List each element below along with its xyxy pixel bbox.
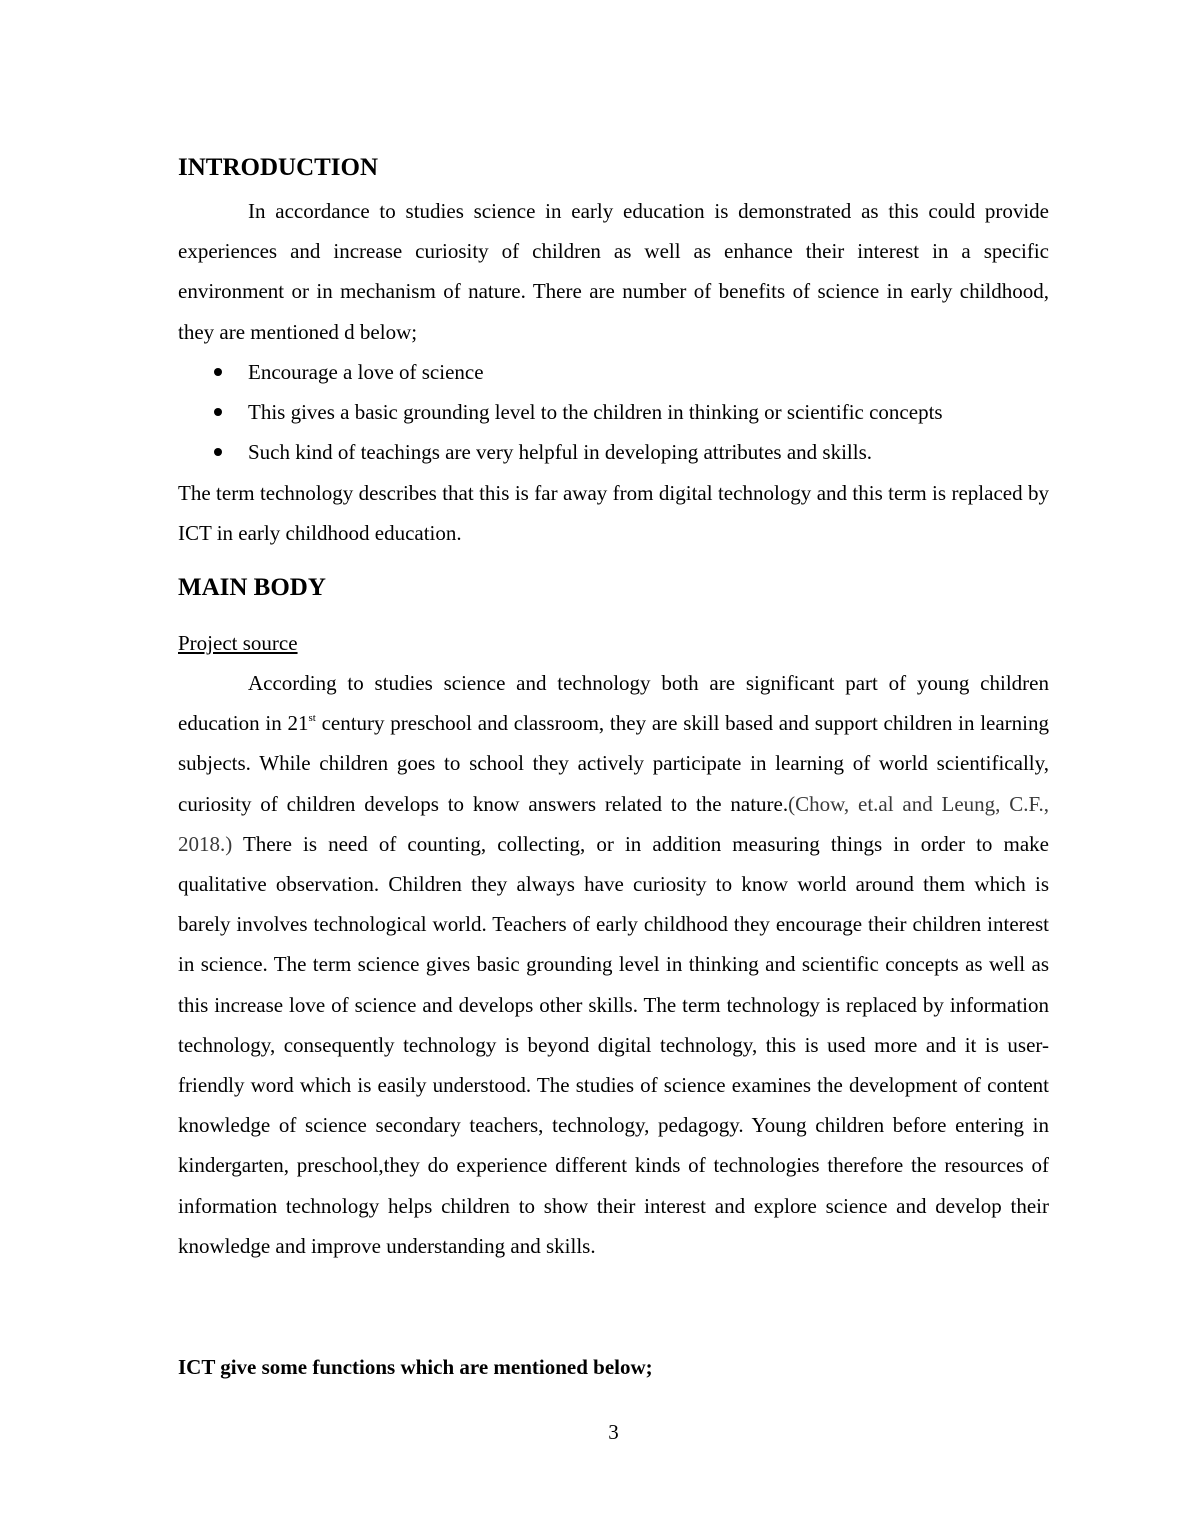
main-body-heading: MAIN BODY (178, 574, 326, 601)
benefits-list (178, 352, 1049, 473)
project-source-subheading: Project source (178, 631, 298, 655)
list-item-text: Encourage a love of science (248, 360, 484, 384)
ict-functions-heading: ICT give some functions which are mentioned below; (178, 1355, 653, 1379)
list-item (178, 352, 1049, 392)
list-item (178, 392, 1049, 432)
document-page (178, 0, 1049, 1540)
citation: (Chow, et.al and Leung, C.F., 2018.) (178, 791, 1049, 856)
bullet-icon (214, 448, 222, 456)
paragraph-text-part: century preschool and classroom, they are skill based and support children in learning subjects. While children goes to school they actively participate in learning of world scientifically, curiosity of children develops to know answers related to the nature. (178, 711, 1050, 816)
introduction-heading: INTRODUCTION (178, 154, 379, 181)
bullet-icon (214, 408, 222, 416)
list-item-text: This gives a basic grounding level to the children in thinking or scientific concepts (248, 400, 943, 425)
list-item (178, 432, 1049, 472)
bullet-icon (214, 368, 222, 376)
technology-term-paragraph: The term technology describes that this is far away from digital technology and this term is replaced by ICT in early childhood education. (178, 481, 1049, 546)
list-item-text: Such kind of teachings are very helpful in developing attributes and skills. (248, 440, 873, 465)
project-source-paragraph (178, 663, 1049, 1266)
ordinal-suffix: st (308, 712, 316, 725)
paragraph-text-part: There is need of counting, collecting, or in addition measuring things in order to make qualitative observation. Children they always have curiosity to know world around them which is barely involves technological world. Teachers of early childhood they encourage their children interest in science. The term science gives basic grounding level in thinking and scientific concepts as well as this increase love of science and develops other skills. The term technology is replaced by information technology, consequently technology is beyond digital technology, this is used more and it is user- friendly word which is easily understood. The studies of science examines the development of content knowledge of science secondary teachers, technology, pedagogy. Young children before entering in kindergarten, preschool,they do experience different kinds of technologies therefore the resources of information technology helps children to show their interest and explore science and develop their knowledge and improve understanding and skills. (178, 831, 1049, 1258)
paragraph-text-part: According to studies science and technology both are significant part of young children education in 21 (178, 671, 1049, 736)
introduction-paragraph: In accordance to studies science in early education is demonstrated as this could provide experiences and increase curiosity of children as well as enhance their interest in a specific environment or in mechanism of nature. There are number of benefits of science in early childhood, they are mentioned d below; (178, 199, 1049, 344)
page-number: 3 (608, 1420, 619, 1444)
